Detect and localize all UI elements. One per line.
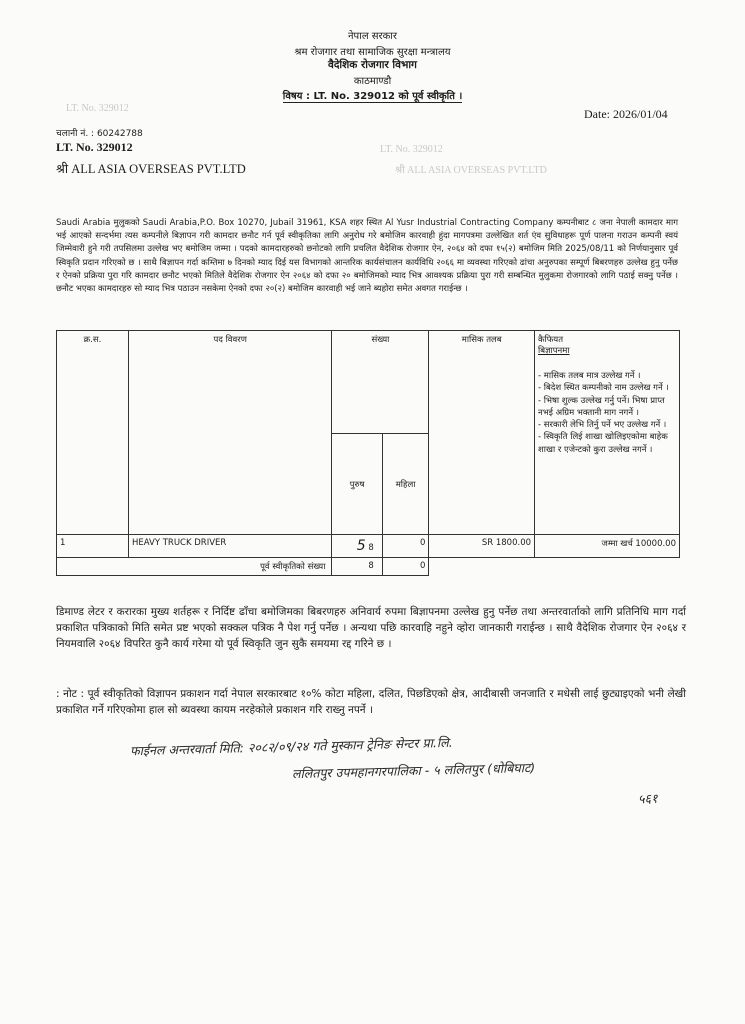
addressee: श्री ALL ASIA OVERSEAS PVT.LTD — [56, 162, 246, 176]
table-row — [57, 535, 680, 558]
handwritten-address-note: ललितपुर उपमहानगरपालिका - ५ ललितपुर (धोबिघाट) — [291, 759, 536, 782]
conditions-paragraph: डिमाण्ड लेटर र करारका मुख्य शर्तहरू र निर्दिष्ट ढाँचा बमोजिमका बिबरणहरु अनिवार्य रुपमा बिज्ञापनमा उल्लेख हुनु पर्नेछ तथा अन्तरवार्ताको लागि प्रतिनिधि माग गर्दा प्रकाशित पत्रिकाको मिति समेत प्रष्ट भएको सक्कल पत्रिक नै पेश गर्नु पर्नेछ । अन्यथा पछि कारवाहि नहुने व्होरा जानकारी गराईन्छ । साथै वैदेशिक रोजगार ऐन २०६४ र नियमवालि २०६४ विपरित कुनै कार्य गरेमा यो पूर्व स्विकृति जुन सुकै समयमा रद्द गरिने छ । — [56, 606, 686, 651]
col-header-remarks — [535, 331, 680, 535]
remark-item: - भिषा शुल्क उल्लेख गर्नु पर्ने। भिषा प्राप्त नभई अग्रिम भक्तानी माग नगर्ने । — [538, 395, 665, 418]
col-header-count: संख्या — [332, 331, 429, 434]
table-header-row — [57, 331, 680, 434]
subject-text: विषय : LT. No. 329012 को पूर्व स्वीकृति । — [282, 91, 463, 102]
letter-date: Date: 2026/01/04 — [584, 107, 668, 121]
male-count: 8 — [368, 543, 374, 553]
header-subject — [0, 88, 745, 102]
handwritten-number-note: ५६१ — [637, 790, 658, 807]
col-header-female: महिला — [382, 434, 429, 535]
note-paragraph: : नोट : पूर्व स्वीकृतिको विज्ञापन प्रकाशन गर्दा नेपाल सरकारबाट १०% कोटा महिला, दलित, पिछडिएको क्षेत्र, आदीबासी जनजाति र मधेसी लाई छुट्याइएको भनी लेखी प्रकाशित गर्ने गरिएकोमा हाल सो ब्यवस्था कायम नरहेकोले प्रकाशन गरि राख्नु नपर्ने । — [56, 688, 686, 717]
bleed-through-text: श्री ALL ASIA OVERSEAS PVT.LTD — [395, 165, 547, 176]
header-city: काठमाण्डौ — [353, 76, 392, 87]
empty-cell — [429, 558, 680, 576]
demand-table — [56, 330, 680, 576]
total-male: 8 — [332, 558, 382, 576]
remark-item: - बिदेश स्थित कम्पनीको नाम उल्लेख गर्ने । — [538, 383, 669, 394]
approval-paragraph: Saudi Arabia मुलुकको Saudi Arabia,P.O. Box 10270, Jubail 31961, KSA शहर स्थित Al Yusr Industrial Contracting Company कम्पनीबाट ८ जना नेपाली कामदार माग भई आएको सन्दर्भमा त्यस कम्पनीले बिज्ञापन गरी कामदार छनौट गर्न पूर्व स्वीकृतिका लागि अनुरोध गरे बमोजिम कारवाही हुंदा मागपत्रमा उल्लेखित शर्त एंव सुविधाहरू पूर्ण पालना गराउन कम्पनी स्वयं जिम्मेवारी हुने गरी तपसिलमा उल्लेख भए बमोजिम जम्मा । पदको कामदारहरुको छनोटको लागि प्रचलित वैदेशिक रोजगार ऐन, २०६४ को दफा १५(२) बमोजिम मिति 2025/08/11 को निर्णयानुसार पूर्व स्विकृति प्रदान गरिएको छ । साथै बिज्ञापन गर्दा कम्तिमा ७ दिनको म्याद दिई यस विभागको आन्तरिक कार्यसंचालन कार्यविधि २०६६ मा व्यवस्था गरिएको ढांचा अनुरुपका सम्पूर्ण बिबरणहरु उल्लेख हुनु पर्नेछ र ऐनको प्रक्रिया पुरा गरि कामदार छनौट भएको मितिले वैदेशिक रोजगार ऐन २०६४ को दफा २० बमोजिमको म्याद भित्र आवश्यक प्रक्रिया पुरा गरी सम्बन्धित मुलुकमा रोजगारको लागि पठाई सक्नु पर्नेछ । छनौट भएका कामदारहरु सो म्याद भित्र पठाउन नसकेमा ऐनको दफा २०(२) बमोजिम कारवाही भई जाने ब्यहोरा समेत अवगत गराईन्छ । — [56, 218, 678, 295]
cell-female: 0 — [382, 535, 429, 558]
cell-post: HEAVY TRUCK DRIVER — [128, 535, 331, 558]
total-female: 0 — [382, 558, 429, 576]
handwritten-interview-note: फाईनल अन्तरवार्ता मिति: २०८२/०९/२४ गते मुस्कान ट्रेनिङ सेन्टर प्रा.लि. — [129, 734, 453, 759]
bleed-through-text: LT. No. 329012 — [380, 144, 443, 155]
col-header-sn: क्र.स. — [57, 331, 129, 535]
header-ministry: श्रम रोजगार तथा सामाजिक सुरक्षा मन्त्रालय — [294, 47, 451, 58]
total-label: पूर्व स्वीकृतिको संख्या — [57, 558, 332, 576]
col-header-male: पुरुष — [332, 434, 382, 535]
cell-male — [332, 535, 382, 558]
cell-sn: 1 — [57, 535, 129, 558]
remark-item: - मासिक तलब मात्र उल्लेख गर्ने । — [538, 371, 641, 381]
header-government: नेपाल सरकार — [348, 31, 397, 42]
col-header-post: पद विवरण — [128, 331, 331, 535]
remarks-subtitle: बिज्ञापनमा — [538, 346, 570, 356]
table-total-row — [57, 558, 680, 576]
remark-item: - सरकारी लेभि तिर्नु पर्ने भए उल्लेख गर्ने । — [538, 420, 667, 431]
cell-salary: SR 1800.00 — [429, 535, 535, 558]
cell-total-cost: जम्मा खर्च 10000.00 — [535, 535, 680, 558]
dispatch-number: चलानी नं. : 60242788 — [56, 129, 143, 139]
col-header-salary: मासिक तलब — [429, 331, 535, 535]
remark-item: - स्विकृति लिई शाखा खोलिइएकोमा बाहेक शाखा र एजेन्टको कुरा उल्लेख नगर्ने । — [538, 432, 668, 455]
lt-number: LT. No. 329012 — [56, 140, 133, 154]
header-department: वैदेशिक रोजगार विभाग — [328, 59, 417, 71]
bleed-through-text: LT. No. 329012 — [66, 103, 129, 114]
handwritten-male-count: 5 — [356, 538, 366, 554]
remarks-title: कैफियत — [538, 335, 564, 345]
